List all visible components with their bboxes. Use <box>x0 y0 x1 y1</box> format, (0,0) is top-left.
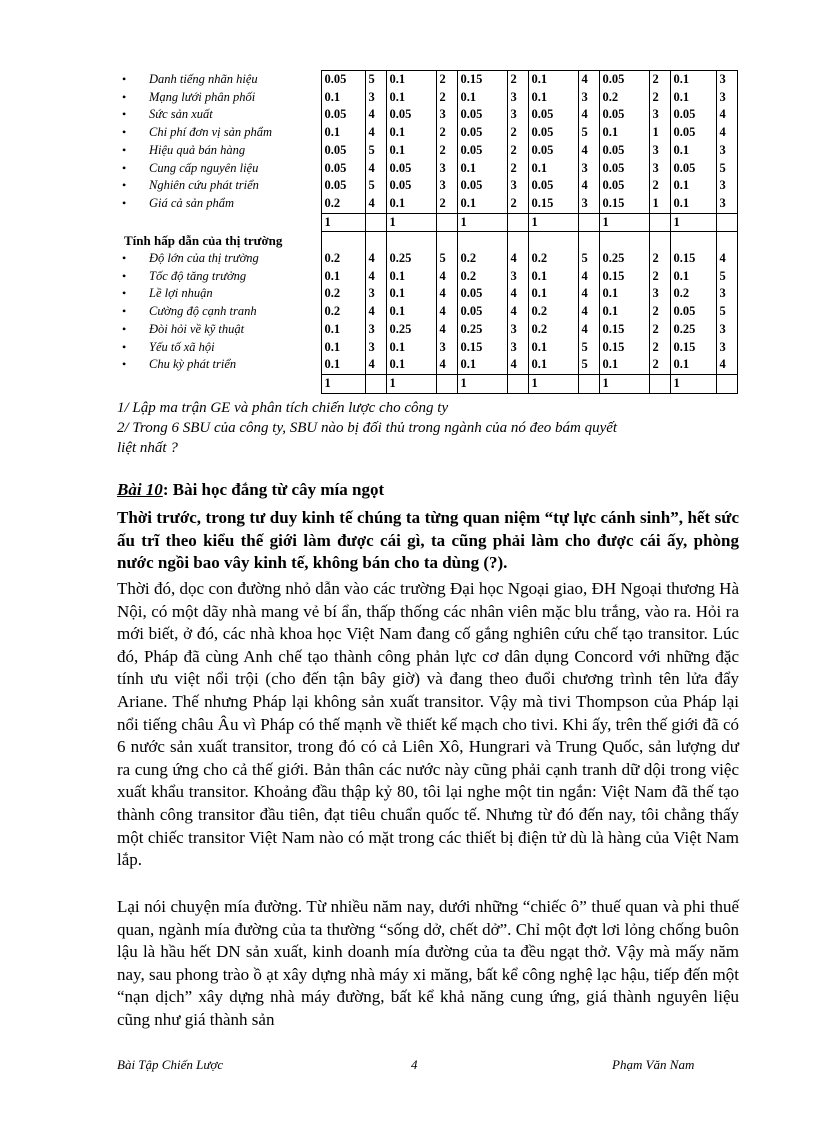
table-cell: 1 <box>599 213 649 232</box>
table-cell: 4 <box>436 285 457 303</box>
table-cell: 5 <box>365 177 386 195</box>
table-cell: 0.25 <box>670 321 716 339</box>
table-cell: 4 <box>578 106 599 124</box>
table-cell: 3 <box>365 89 386 107</box>
table-cell: 4 <box>578 268 599 286</box>
table-cell: 0.25 <box>386 250 436 268</box>
row-label: • Mạng lưới phân phối <box>116 89 321 107</box>
table-cell: 0.15 <box>599 339 649 357</box>
table-cell: 2 <box>436 195 457 213</box>
table-cell: 0.05 <box>457 177 507 195</box>
table-cell: 1 <box>528 213 578 232</box>
table-cell: 0.1 <box>321 321 365 339</box>
table-cell <box>436 232 457 250</box>
table-cell: 0.05 <box>457 285 507 303</box>
table-cell: 0.15 <box>599 195 649 213</box>
table-row <box>116 303 737 321</box>
table-cell: 3 <box>436 339 457 357</box>
table-cell: 4 <box>365 250 386 268</box>
table-cell: 0.2 <box>321 250 365 268</box>
table-cell: 0.1 <box>528 160 578 178</box>
table-cell: 0.15 <box>670 339 716 357</box>
table-cell: 5 <box>578 250 599 268</box>
table-cell: 5 <box>365 71 386 89</box>
row-label: • Danh tiếng nhãn hiệu <box>116 71 321 89</box>
table-cell: 5 <box>716 160 737 178</box>
table-cell: 0.2 <box>528 250 578 268</box>
table-cell: 0.15 <box>670 250 716 268</box>
table-cell: 2 <box>436 89 457 107</box>
table-cell: 1 <box>670 213 716 232</box>
table-cell: 2 <box>436 124 457 142</box>
table-cell: 0.2 <box>528 303 578 321</box>
table-cell: 0.1 <box>386 268 436 286</box>
table-cell <box>716 374 737 393</box>
table-cell: 0.05 <box>599 160 649 178</box>
table-cell: 3 <box>436 177 457 195</box>
table-cell: 4 <box>578 321 599 339</box>
table-cell <box>578 374 599 393</box>
table-cell: 1 <box>321 374 365 393</box>
table-cell: 5 <box>578 124 599 142</box>
table-cell <box>507 213 528 232</box>
table-cell: 0.1 <box>599 303 649 321</box>
table-row <box>116 89 737 107</box>
table-cell: 4 <box>507 303 528 321</box>
table-cell: 2 <box>436 71 457 89</box>
table-cell: 2 <box>649 321 670 339</box>
table-cell: 1 <box>321 213 365 232</box>
table-cell: 4 <box>507 285 528 303</box>
table-cell: 0.05 <box>528 124 578 142</box>
table-cell: 0.1 <box>457 160 507 178</box>
table-cell <box>365 213 386 232</box>
table-cell: 3 <box>507 89 528 107</box>
table-cell: 4 <box>507 250 528 268</box>
table-cell: 0.1 <box>386 71 436 89</box>
table-cell: 1 <box>670 374 716 393</box>
table-cell: 0.05 <box>528 177 578 195</box>
table-cell: 0.1 <box>599 285 649 303</box>
table-cell: 0.1 <box>670 195 716 213</box>
table-cell: 1 <box>457 213 507 232</box>
table-cell: 2 <box>649 356 670 374</box>
table-cell: 0.05 <box>670 160 716 178</box>
table-cell <box>670 232 716 250</box>
table-section-header <box>116 232 737 250</box>
table-cell: 0.05 <box>457 303 507 321</box>
table-cell: 4 <box>436 303 457 321</box>
table-cell: 0.1 <box>528 339 578 357</box>
table-cell: 0.25 <box>457 321 507 339</box>
table-cell: 0.1 <box>528 356 578 374</box>
table-cell: 3 <box>578 89 599 107</box>
table-cell: 0.1 <box>528 285 578 303</box>
table-cell: 3 <box>507 321 528 339</box>
table-row <box>116 71 737 89</box>
table-cell <box>578 213 599 232</box>
table-cell: 1 <box>386 213 436 232</box>
table-cell <box>507 232 528 250</box>
table-cell: 0.2 <box>321 303 365 321</box>
table-cell <box>365 374 386 393</box>
table-cell: 0.2 <box>321 285 365 303</box>
table-cell: 0.05 <box>386 160 436 178</box>
table-cell: 5 <box>716 268 737 286</box>
table-cell: 4 <box>436 321 457 339</box>
table-cell: 0.1 <box>457 195 507 213</box>
table-cell: 0.15 <box>457 339 507 357</box>
table-cell: 3 <box>716 195 737 213</box>
table-cell: 3 <box>716 339 737 357</box>
table-cell: 5 <box>578 339 599 357</box>
table-row <box>116 106 737 124</box>
table-cell: 3 <box>716 142 737 160</box>
table-cell: 3 <box>649 142 670 160</box>
table-cell: 4 <box>578 177 599 195</box>
table-cell: 4 <box>578 71 599 89</box>
row-label: • Sức sản xuất <box>116 106 321 124</box>
paragraph-2: Lại nói chuyện mía đường. Từ nhiều năm nay, dưới những “chiếc ô” thuế quan và phi thuế quan, ngành mía đường của ta thường “sống dở, chết dở”. Chỉ một đợt lơi lỏng chống buôn lậu là hầu hết DN sản xuất, kinh doanh mía đường của ta đều ngạt thở. Vậy mà mấy năm nay, sau phong trào ồ ạt xây dựng nhà máy xi măng, bất kể công nghệ lạc hậu, tiếp đến một “nạn dịch” xây dựng nhà máy đường, bất kể khả năng cung ứng, giá thành nguyên liệu cũng như giá thành sản <box>117 897 739 1029</box>
table-cell <box>436 374 457 393</box>
table-cell: 0.15 <box>528 195 578 213</box>
table-row <box>116 356 737 374</box>
table-cell: 5 <box>365 142 386 160</box>
table-cell: 3 <box>716 177 737 195</box>
table-cell: 0.1 <box>528 268 578 286</box>
table-cell: 2 <box>507 195 528 213</box>
table-cell: 0.05 <box>599 177 649 195</box>
row-label: • Chi phí đơn vị sản phẩm <box>116 124 321 142</box>
table-cell <box>386 232 436 250</box>
table-cell: 0.05 <box>528 106 578 124</box>
table-cell: 0.1 <box>670 142 716 160</box>
table-cell: 0.05 <box>386 106 436 124</box>
table-cell: 0.2 <box>670 285 716 303</box>
table-cell <box>649 213 670 232</box>
table-cell: 5 <box>578 356 599 374</box>
table-cell: 0.1 <box>670 356 716 374</box>
table-cell: 4 <box>436 268 457 286</box>
table-cell: 4 <box>716 106 737 124</box>
table-cell: 3 <box>649 160 670 178</box>
table-cell: 4 <box>365 160 386 178</box>
table-cell: 0.05 <box>599 71 649 89</box>
table-cell <box>649 232 670 250</box>
table-cell: 2 <box>507 160 528 178</box>
table-cell: 2 <box>507 124 528 142</box>
table-cell: 3 <box>716 285 737 303</box>
table-cell: 0.1 <box>457 356 507 374</box>
table-cell: 4 <box>578 142 599 160</box>
table-cell <box>507 374 528 393</box>
row-label <box>116 374 321 393</box>
table-row <box>116 250 737 268</box>
table-cell: 0.05 <box>321 142 365 160</box>
table-cell: 0.15 <box>599 321 649 339</box>
row-label: • Chu kỳ phát triển <box>116 356 321 374</box>
table-cell: 2 <box>649 250 670 268</box>
table-cell: 2 <box>436 142 457 160</box>
table-cell: 0.1 <box>386 356 436 374</box>
table-cell: 0.2 <box>457 250 507 268</box>
table-cell: 0.1 <box>321 89 365 107</box>
table-cell: 0.1 <box>528 89 578 107</box>
row-label: • Đòi hỏi về kỹ thuật <box>116 321 321 339</box>
table-cell: 5 <box>436 250 457 268</box>
table-cell: 0.2 <box>321 195 365 213</box>
table-cell: 0.05 <box>386 177 436 195</box>
row-label: • Giá cả sản phẩm <box>116 195 321 213</box>
question-2-line-1: 2/ Trong 6 SBU của công ty, SBU nào bị đối thủ trong ngành của nó đeo bám quyết <box>117 420 618 436</box>
footer-left: Bài Tập Chiến Lược <box>117 1057 224 1072</box>
table-row <box>116 177 737 195</box>
table-row <box>116 142 737 160</box>
table-cell: 0.1 <box>386 303 436 321</box>
table-cell: 2 <box>649 89 670 107</box>
table-cell: 4 <box>507 356 528 374</box>
table-cell: 0.1 <box>386 195 436 213</box>
table-cell: 3 <box>436 106 457 124</box>
table-cell: 4 <box>365 106 386 124</box>
table-cell <box>716 232 737 250</box>
table-cell: 0.1 <box>599 356 649 374</box>
table-cell: 3 <box>716 89 737 107</box>
lesson-title <box>117 480 384 500</box>
table-cell: 0.1 <box>321 124 365 142</box>
table-cell: 0.05 <box>457 106 507 124</box>
table-cell: 3 <box>578 195 599 213</box>
table-cell: 0.05 <box>321 177 365 195</box>
table-cell: 0.05 <box>599 142 649 160</box>
table-cell: 0.1 <box>670 268 716 286</box>
table-cell: 0.05 <box>321 71 365 89</box>
table-row <box>116 339 737 357</box>
table-cell: 0.1 <box>386 339 436 357</box>
table-row <box>116 321 737 339</box>
table-cell: 0.05 <box>321 160 365 178</box>
table-cell: 0.05 <box>457 142 507 160</box>
table-cell <box>528 232 578 250</box>
table-cell: 0.05 <box>670 106 716 124</box>
question-1: 1/ Lập ma trận GE và phân tích chiến lược cho công ty <box>117 400 449 416</box>
table-cell: 1 <box>386 374 436 393</box>
lesson-intro: Thời trước, trong tư duy kinh tế chúng ta từng quan niệm “tự lực cánh sinh”, hết sức ấu trĩ theo kiểu thế giới làm được cái gì, ta cũng phải làm cho được cái ấy, phòng nước ngồi bao vây kinh tế, không bán cho ta dùng (?). <box>117 508 739 572</box>
table-cell <box>365 232 386 250</box>
table-cell: 4 <box>578 285 599 303</box>
table-cell <box>599 232 649 250</box>
table-cell: 5 <box>716 303 737 321</box>
table-cell: 0.1 <box>321 339 365 357</box>
footer-right: Phạm Văn Nam <box>612 1057 695 1072</box>
table-cell: 0.1 <box>670 71 716 89</box>
question-2-line-2: liệt nhất ? <box>117 440 178 456</box>
table-cell: 0.1 <box>386 89 436 107</box>
table-cell: 2 <box>507 142 528 160</box>
table-cell: 2 <box>649 303 670 321</box>
table-cell: 2 <box>649 177 670 195</box>
table-cell: 1 <box>649 124 670 142</box>
table-cell: 2 <box>649 268 670 286</box>
table-cell: 1 <box>599 374 649 393</box>
table-cell: 0.1 <box>670 89 716 107</box>
row-label: • Cung cấp nguyên liệu <box>116 160 321 178</box>
table-cell: 4 <box>365 303 386 321</box>
table-cell: 4 <box>365 195 386 213</box>
table-cell: 3 <box>365 339 386 357</box>
table-cell: 4 <box>716 356 737 374</box>
table-row <box>116 285 737 303</box>
table-cell: 3 <box>436 160 457 178</box>
table-cell: 3 <box>365 285 386 303</box>
table-cell <box>578 232 599 250</box>
row-label: • Lề lợi nhuận <box>116 285 321 303</box>
table-row <box>116 124 737 142</box>
table-cell <box>436 213 457 232</box>
table-cell: 0.05 <box>457 124 507 142</box>
ge-factor-table <box>116 70 738 394</box>
table-cell: 3 <box>716 321 737 339</box>
table-cell: 0.1 <box>457 89 507 107</box>
table-cell: 4 <box>716 124 737 142</box>
table-sum-row <box>116 213 737 232</box>
table-cell: 1 <box>649 195 670 213</box>
lesson-title-text: : Bài học đắng từ cây mía ngọt <box>162 480 385 499</box>
table-cell: 2 <box>507 71 528 89</box>
table-cell: 3 <box>716 71 737 89</box>
table-cell: 3 <box>507 268 528 286</box>
table-cell: 4 <box>365 268 386 286</box>
table-cell: 0.1 <box>599 124 649 142</box>
table-cell: 0.1 <box>670 177 716 195</box>
table-cell: 4 <box>436 356 457 374</box>
table-cell: 0.05 <box>321 106 365 124</box>
table-cell: 0.25 <box>599 250 649 268</box>
table-cell: 3 <box>365 321 386 339</box>
row-label: • Yếu tố xã hội <box>116 339 321 357</box>
row-label: • Nghiên cứu phát triển <box>116 177 321 195</box>
footer-page-number: 4 <box>411 1057 418 1072</box>
table-row <box>116 268 737 286</box>
row-label: • Tốc độ tăng trưởng <box>116 268 321 286</box>
table-cell: 0.05 <box>528 142 578 160</box>
table-cell: 0.1 <box>321 356 365 374</box>
table-row <box>116 160 737 178</box>
table-cell: 0.15 <box>457 71 507 89</box>
table-cell: 0.1 <box>386 285 436 303</box>
row-label: • Độ lớn của thị trường <box>116 250 321 268</box>
table-cell: 4 <box>578 303 599 321</box>
table-cell <box>321 232 365 250</box>
table-cell: 0.15 <box>599 268 649 286</box>
table-cell: 0.2 <box>528 321 578 339</box>
table-cell: 3 <box>649 106 670 124</box>
table-cell: 0.05 <box>599 106 649 124</box>
table-row <box>116 195 737 213</box>
table-cell <box>716 213 737 232</box>
lesson-number: Bài 10 <box>117 480 163 499</box>
table-cell: 0.2 <box>457 268 507 286</box>
table-cell: 3 <box>507 177 528 195</box>
table-cell: 0.1 <box>386 142 436 160</box>
table-cell: 0.05 <box>670 124 716 142</box>
row-label: • Hiệu quả bán hàng <box>116 142 321 160</box>
table-cell: 0.05 <box>670 303 716 321</box>
table-cell: 0.1 <box>321 268 365 286</box>
table-cell: 0.1 <box>386 124 436 142</box>
table-cell: 4 <box>365 124 386 142</box>
table-sum-row <box>116 374 737 393</box>
table-cell: 4 <box>365 356 386 374</box>
table-cell: 2 <box>649 71 670 89</box>
row-label: • Cường độ cạnh tranh <box>116 303 321 321</box>
table-cell: 3 <box>649 285 670 303</box>
table-cell: 0.1 <box>528 71 578 89</box>
table-cell: 1 <box>457 374 507 393</box>
table-cell: 1 <box>528 374 578 393</box>
table-cell <box>649 374 670 393</box>
table-cell: 3 <box>578 160 599 178</box>
paragraph-1: Thời đó, dọc con đường nhỏ dẫn vào các trường Đại học Ngoại giao, ĐH Ngoại thương Hà Nội, có một dãy nhà mang vẻ bí ẩn, thấp thống các nhân viên mặc blu trắng, vào ra. Hỏi ra mới biết, ở đó, các nhà khoa học Việt Nam đang cố gắng nghiên cứu chế tạo transitor. Lúc đó, Pháp đã cùng Anh chế tạo thành công phản lực cơ dân dụng Concord với những đặc tính ưu việt nổi trội (cho đến tận bây giờ) và đang theo đuổi chương trình tên lửa đẩy Ariane. Thế nhưng Pháp lại không sản xuất transitor. Vậy mà tivi Thompson của Pháp lại nổi tiếng châu Âu vì Pháp có thế mạnh về thiết kế mạch cho tivi. Khi ấy, trên thế giới đã có 6 nước sản xuất transitor, trong đó có cả Liên Xô, Hungrari và Trung Quốc, sản lượng dư ra cung ứng cho cả thế giới. Bản thân các nước này cũng phải cạnh tranh dữ dội trong việc xuất khẩu transitor. Khoảng đầu thập kỷ 80, tôi lại nghe một tin ngắn: Việt Nam đã thế tạo thành công transitor đầu tiên, đạt tiêu chuẩn quốc tế. Nhưng từ đó đến nay, tôi chẳng thấy một chiếc transitor Việt Nam nào có mặt trong các thiết bị điện tử dù là hàng của Việt Nam lắp. <box>117 579 739 870</box>
table-cell: 3 <box>507 339 528 357</box>
table-cell <box>457 232 507 250</box>
table-cell: 3 <box>507 106 528 124</box>
table-cell: 4 <box>716 250 737 268</box>
ge-table-body <box>116 71 737 394</box>
row-label <box>116 213 321 232</box>
row-label: Tính hấp dẫn của thị trường <box>124 233 283 249</box>
table-cell: 0.2 <box>599 89 649 107</box>
table-cell: 0.25 <box>386 321 436 339</box>
table-cell: 2 <box>649 339 670 357</box>
